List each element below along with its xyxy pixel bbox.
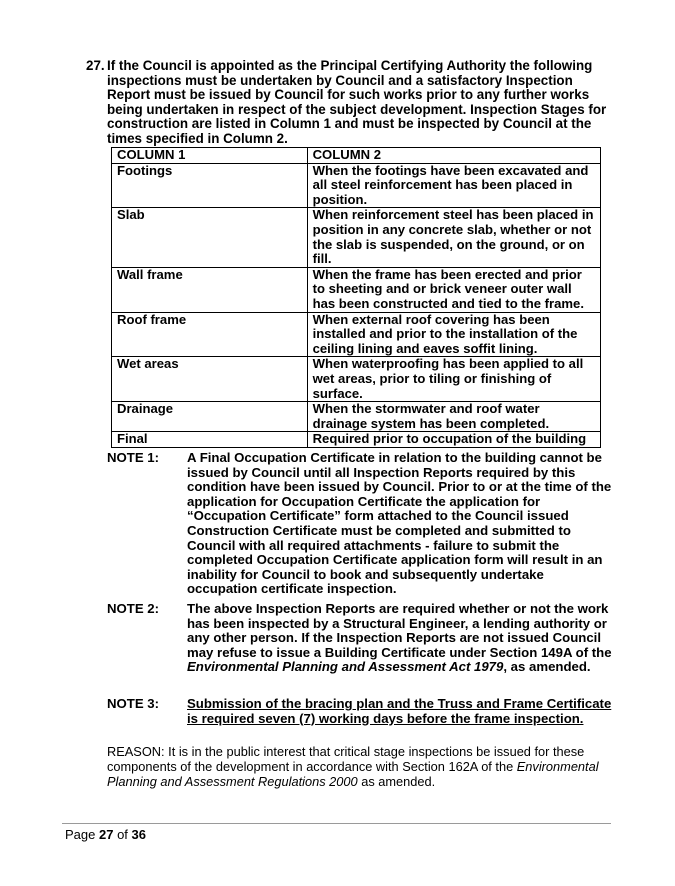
note-3 bbox=[107, 697, 612, 726]
stage-cell: Drainage bbox=[112, 402, 308, 432]
note-text: Submission of the bracing plan and the Truss and Frame Certificate is required seven (7) working days before the frame inspection. bbox=[187, 696, 612, 726]
table-row bbox=[112, 208, 601, 267]
stage-cell: Final bbox=[112, 432, 308, 448]
timing-cell: When reinforcement steel has been placed in position in any concrete slab, whether or not the slab is suspended, on the ground, or on fill. bbox=[307, 208, 600, 267]
note-text-part: The above Inspection Reports are required whether or not the work has been inspected by a Structural Engineer, a lending authority or any other person. If the Inspection Reports are not issued Council may refuse to issue a Building Certificate under Section 149A of the bbox=[187, 601, 612, 660]
column-2-header: COLUMN 2 bbox=[307, 148, 600, 164]
table-row bbox=[112, 432, 601, 448]
table-row bbox=[112, 357, 601, 402]
page-number: 27 bbox=[98, 827, 114, 842]
note-text-part: , as amended. bbox=[503, 659, 591, 675]
reason-text-part: REASON: It is in the public interest that critical stage inspections be issued for these components of the development in accordance with Section 162A of the bbox=[107, 744, 585, 774]
note-text: A Final Occupation Certificate in relation to the building cannot be issued by Council until all Inspection Reports required by this condition have been issued by Council. Prior to or at the time of the application for Occupation Certificate the application for “Occupation Certificate” form attached to the Council issued Construction Certificate must be completed and submitted to Council with all required attachments - failure to submit the completed Occupation Certificate application form will result in an inability for Council to book and subsequently undertake occupation certificate inspection. bbox=[187, 450, 612, 597]
regulation-title: Environmental Planning and Assessment Regulations 2000 bbox=[107, 759, 599, 789]
note-label: NOTE 3: bbox=[107, 696, 160, 711]
timing-cell: When waterproofing has been applied to all wet areas, prior to tiling or finishing of surface. bbox=[307, 357, 600, 402]
note-text bbox=[187, 602, 612, 675]
timing-cell: When the stormwater and roof water drainage system has been completed. bbox=[307, 402, 600, 432]
page-of: of bbox=[113, 827, 132, 842]
footer-divider bbox=[62, 823, 611, 824]
timing-cell: When external roof covering has been installed and prior to the installation of the ceiling lining and eaves soffit lining. bbox=[307, 312, 600, 357]
page-footer bbox=[65, 827, 146, 842]
stage-cell: Wet areas bbox=[112, 357, 308, 402]
inspection-stages-table bbox=[111, 147, 601, 448]
column-1-header: COLUMN 1 bbox=[112, 148, 308, 164]
note-label: NOTE 2: bbox=[107, 601, 160, 616]
reason-text-part: as amended. bbox=[357, 774, 436, 789]
stage-cell: Slab bbox=[112, 208, 308, 267]
table-row bbox=[112, 402, 601, 432]
note-2 bbox=[107, 602, 612, 675]
condition-text: If the Council is appointed as the Principal Certifying Authority the following inspections must be undertaken by Council and a satisfactory Inspection Report must be issued by Council for such works prior to any further works being undertaken in respect of the subject development. Inspection Stages for construction are listed in Column 1 and must be inspected by Council at the times specified in Column 2. bbox=[107, 58, 607, 146]
stage-cell: Footings bbox=[112, 163, 308, 208]
note-label: NOTE 1: bbox=[107, 450, 160, 465]
table-row bbox=[112, 267, 601, 312]
note-1 bbox=[107, 451, 612, 597]
stage-cell: Roof frame bbox=[112, 312, 308, 357]
page-prefix: Page bbox=[65, 827, 99, 842]
timing-cell: When the footings have been excavated and all steel reinforcement has been placed in position. bbox=[307, 163, 600, 208]
timing-cell: When the frame has been erected and prior to sheeting and or brick veneer outer wall has been constructed and tied to the frame. bbox=[307, 267, 600, 312]
condition-number: 27. bbox=[86, 58, 105, 73]
reason-paragraph bbox=[107, 744, 607, 789]
page-total: 36 bbox=[131, 827, 146, 842]
condition-27 bbox=[86, 59, 616, 147]
table-header-row bbox=[112, 148, 601, 164]
stage-cell: Wall frame bbox=[112, 267, 308, 312]
timing-cell: Required prior to occupation of the building bbox=[307, 432, 600, 448]
table-row bbox=[112, 312, 601, 357]
table-row bbox=[112, 163, 601, 208]
act-title: Environmental Planning and Assessment Act 1979 bbox=[187, 659, 504, 675]
